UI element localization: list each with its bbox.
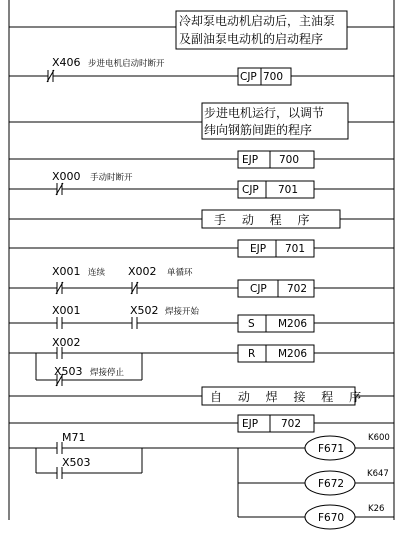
ejp702-instr: EJP bbox=[242, 418, 259, 430]
contact-m71-label: M71 bbox=[62, 431, 86, 444]
ejp701-instr: EJP bbox=[250, 243, 267, 255]
contact-x001-no-label: X001 bbox=[52, 304, 81, 317]
ejp702-operand: 702 bbox=[281, 418, 302, 430]
rung-x406 bbox=[9, 56, 394, 85]
contact-x502-comment: 焊接开始 bbox=[165, 307, 200, 317]
cjp702-instr: CJP bbox=[250, 283, 267, 295]
contact-x502-label: X502 bbox=[130, 304, 159, 317]
cjp701-operand: 701 bbox=[278, 184, 299, 196]
set-instr: S bbox=[248, 318, 255, 330]
reset-instr: R bbox=[248, 348, 256, 360]
func-f671-arg: K600 bbox=[368, 433, 390, 443]
contact-x001-label: X001 bbox=[52, 265, 81, 278]
ejp700-operand: 700 bbox=[279, 154, 300, 166]
contact-x001-comment: 连续 bbox=[88, 268, 106, 278]
contact-x406-comment: 步进电机启动时断开 bbox=[88, 59, 165, 69]
ejp700-instr: EJP bbox=[242, 154, 259, 166]
contact-x002-label: X002 bbox=[128, 265, 157, 278]
rung-ejp702 bbox=[9, 415, 394, 432]
cjp701-instr: CJP bbox=[242, 184, 259, 196]
manual-program-header bbox=[9, 210, 394, 228]
contact-x503-func-label: X503 bbox=[62, 456, 91, 469]
note2-line2: 纬向钢筋间距的程序 bbox=[204, 123, 313, 137]
contact-x000-comment: 手动时断开 bbox=[90, 173, 133, 183]
func-f670-name: F670 bbox=[318, 512, 345, 524]
rung-set-m206 bbox=[9, 304, 394, 332]
func-f670-arg: K26 bbox=[368, 504, 385, 514]
note1-line2: 及副油泵电动机的启动程序 bbox=[179, 32, 324, 46]
cjp702-operand: 702 bbox=[287, 283, 308, 295]
ejp701-operand: 701 bbox=[285, 243, 306, 255]
rung-x000 bbox=[9, 170, 394, 198]
note1-line1: 冷却泵电动机启动后，主油泵 bbox=[179, 14, 336, 28]
contact-x503-comment: 焊接停止 bbox=[90, 368, 125, 378]
contact-x000-label: X000 bbox=[52, 170, 81, 183]
cjp700-operand: 700 bbox=[263, 71, 284, 83]
rung-reset-m206 bbox=[9, 336, 394, 386]
cjp700-instr: CJP bbox=[240, 71, 257, 83]
contact-x503-label: X503 bbox=[54, 365, 83, 378]
rung-ejp701 bbox=[9, 240, 394, 257]
auto-program-header bbox=[9, 387, 394, 405]
auto-header-text: 自 动 焊 接 程 序 bbox=[210, 390, 368, 404]
rung-functions bbox=[9, 431, 394, 529]
note2-line1: 步进电机运行，以调节 bbox=[204, 106, 325, 120]
manual-header-text: 手 动 程 序 bbox=[214, 213, 316, 227]
func-f672-arg: K647 bbox=[367, 469, 389, 479]
func-f672-name: F672 bbox=[318, 478, 345, 490]
comment-note-1 bbox=[9, 11, 394, 49]
func-f671-name: F671 bbox=[318, 443, 345, 455]
set-operand: M206 bbox=[278, 318, 308, 330]
rung-ejp700 bbox=[9, 151, 394, 168]
comment-note-2 bbox=[9, 103, 394, 139]
reset-operand: M206 bbox=[278, 348, 308, 360]
contact-x406-label: X406 bbox=[52, 56, 81, 69]
rung-x001-x002 bbox=[9, 265, 394, 297]
contact-x002-comment: 单循环 bbox=[167, 268, 193, 278]
contact-x002-no-label: X002 bbox=[52, 336, 81, 349]
